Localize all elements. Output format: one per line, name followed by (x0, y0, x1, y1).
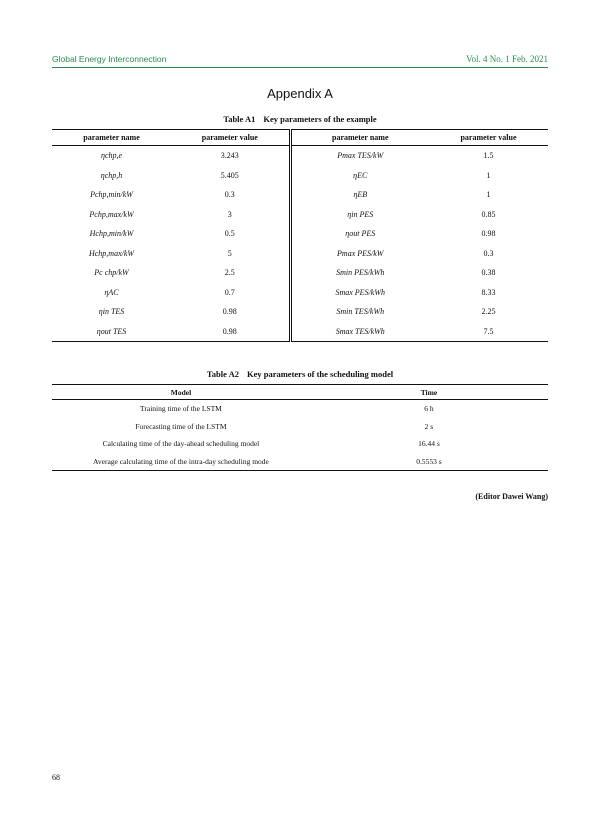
table-cell: Pmax PES/kW (337, 248, 384, 258)
table-cell: Pchp,max/kW (89, 209, 134, 219)
table-a2-number: Table A2 (206, 369, 239, 379)
table-cell: 6 h (424, 404, 434, 414)
table-row (52, 166, 548, 186)
table-cell: 0.85 (481, 209, 496, 219)
table-cell: Smax PES/kWh (335, 287, 386, 297)
table-a1 (52, 129, 548, 342)
table-cell: 8.33 (481, 287, 496, 297)
table-cell: Pc chp/kW (94, 268, 129, 278)
table-cell: Pmax TES/kW (337, 151, 384, 161)
issue-info: Vol. 4 No. 1 Feb. 2021 (466, 54, 548, 64)
table-row (52, 435, 548, 453)
table-cell: ηout TES (52, 322, 171, 342)
journal-name: Global Energy Interconnection (52, 54, 167, 64)
table-cell: ηEB (353, 190, 368, 200)
table-row (52, 185, 548, 205)
table-cell: Smin PES/kWh (336, 268, 385, 278)
table-a2 (52, 384, 548, 471)
table-cell: 0.5553 s (310, 453, 548, 471)
table-cell: Hchp,min/kW (89, 229, 134, 239)
column-header: parameter value (429, 130, 548, 146)
table-row (52, 418, 548, 436)
table-cell: 0.98 (171, 302, 290, 322)
table-cell: 3 (171, 205, 290, 225)
column-header: parameter name (290, 130, 429, 146)
table-a2-header-row (52, 385, 548, 400)
table-cell: 16.44 s (418, 439, 440, 449)
table-row (52, 146, 548, 166)
table-row (52, 205, 548, 225)
table-cell: 5.405 (171, 166, 290, 186)
table-cell: 1 (486, 170, 491, 180)
table-cell: 0.98 (171, 322, 290, 342)
table-row (52, 283, 548, 303)
table-cell: Pchp,min/kW (90, 190, 133, 200)
table-cell: ηout PES (345, 229, 376, 239)
table-cell: 0.5 (171, 224, 290, 244)
table-row (52, 453, 548, 471)
table-cell: 7.5 (429, 322, 548, 342)
column-header: parameter value (171, 130, 290, 146)
header-divider (52, 67, 548, 68)
column-header: Time (310, 385, 548, 400)
table-a2-caption (0, 369, 600, 379)
editor-credit: (Editor Dawei Wang) (475, 492, 548, 501)
table-cell: 0.3 (171, 185, 290, 205)
table-row (52, 244, 548, 264)
table-a1-title: Key parameters of the example (263, 114, 377, 124)
table-a2-title: Key parameters of the scheduling model (246, 369, 394, 379)
table-cell: 3.243 (171, 146, 290, 166)
table-cell: ηchp,h (100, 170, 123, 180)
table-a1-caption (0, 114, 600, 124)
table-row (52, 400, 548, 418)
table-cell: Smax TES/kWh (290, 322, 429, 342)
table-cell: 0.3 (483, 248, 494, 258)
table-cell: Training time of the LSTM (140, 404, 222, 414)
table-cell: 2.5 (171, 263, 290, 283)
table-cell: ηin TES (98, 307, 125, 317)
page-number: 68 (52, 773, 60, 782)
table-cell: 2 s (424, 421, 434, 431)
table-row (52, 224, 548, 244)
table-a1-number: Table A1 (223, 114, 256, 124)
table-cell: Smin TES/kWh (336, 307, 385, 317)
table-cell: 1.5 (483, 151, 494, 161)
table-row (52, 322, 548, 342)
table-cell: Average calculating time of the intra-day scheduling mode (52, 453, 310, 471)
table-cell: 5 (171, 244, 290, 264)
table-cell: ηchp,e (100, 151, 123, 161)
table-cell: 0.38 (481, 268, 496, 278)
table-cell: ηEC (353, 170, 368, 180)
table-cell: 0.98 (481, 229, 496, 239)
table-cell: Calculating time of the day-ahead scheduling model (102, 439, 260, 449)
table-row (52, 302, 548, 322)
table-cell: 0.7 (171, 283, 290, 303)
appendix-title: Appendix A (267, 86, 333, 101)
table-cell: Hchp,max/kW (88, 248, 135, 258)
table-a1-header-row (52, 130, 548, 146)
table-cell: ηAC (104, 287, 119, 297)
column-header: parameter name (52, 130, 171, 146)
column-header: Model (52, 385, 310, 400)
table-row (52, 263, 548, 283)
table-cell: Forecasting time of the LSTM (135, 421, 227, 431)
table-cell: 1 (486, 190, 491, 200)
table-cell: ηin PES (347, 209, 374, 219)
table-cell: 2.25 (481, 307, 496, 317)
